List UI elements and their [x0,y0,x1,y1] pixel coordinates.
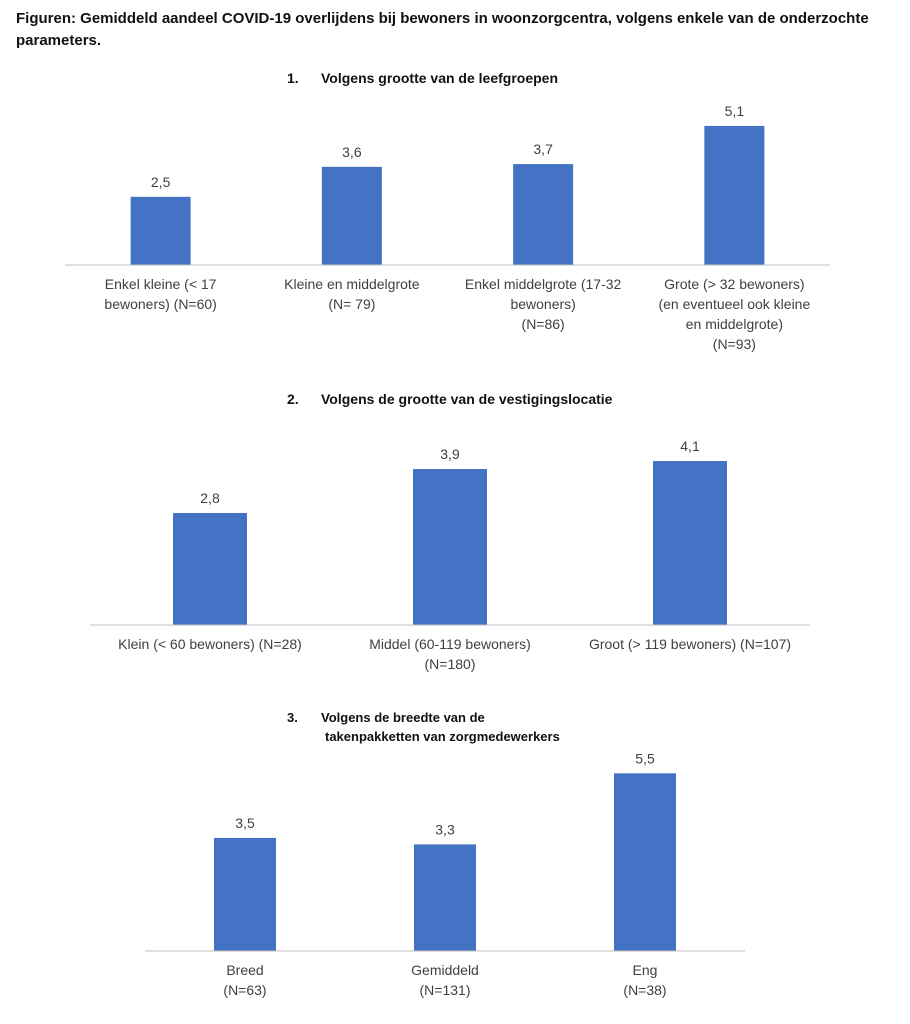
data-label-1: 2,8 [200,490,220,506]
section-2-label: Volgens de grootte van de vestigingslocatie [321,391,613,407]
section-1-number: 1. [287,70,299,86]
category-label-2: Middel (60-119 bewoners) (N=180) [369,636,531,672]
category-label-1: Enkel kleine (< 17 bewoners) (N=60) [104,276,217,312]
bar-2 [413,469,487,625]
data-label-2: 3,3 [435,821,455,838]
section-1-label: Volgens grootte van de leefgroepen [321,70,559,86]
chart-leefgroepen [0,102,910,370]
bar-4 [704,126,764,265]
bar-1 [173,513,247,625]
data-label-2: 3,9 [440,446,460,462]
data-label-3: 5,5 [635,750,655,767]
data-label-1: 2,5 [150,173,171,190]
data-label-3: 4,1 [680,438,700,454]
section-2-number: 2. [287,391,299,407]
section-3-number: 3. [287,710,298,725]
category-label-3: Groot (> 119 bewoners) (N=107) [588,636,792,652]
category-label-2: Kleine en middelgrote (N= 79) [284,276,420,312]
bar-2 [414,844,476,951]
section-3-title [287,708,560,746]
data-label-3: 3,7 [533,141,553,158]
section-2-title [287,391,612,407]
section-3-label-line2: takenpakketten van zorgmedewerkers [325,729,560,744]
chart-vestigingslocatie [0,440,910,690]
figure-title: Figuren: Gemiddeld aandeel COVID-19 overlijdens bij bewoners in woonzorgcentra, volgens enkele van de onderzochte parameters. [16,10,869,49]
data-label-2: 3,6 [342,143,362,160]
category-label-1: Breed (N=63) [223,962,267,998]
category-label-3: Enkel middelgrote (17-32 bewoners) (N=86) [464,276,622,332]
bar-2 [322,167,382,265]
category-label-4: Grote (> 32 bewoners) (en eventueel ook kleine en middelgrote) (N=93) [658,276,811,352]
data-label-1: 3,5 [235,814,255,831]
bar-1 [214,838,276,951]
section-1-title [287,70,558,86]
category-label-2: Gemiddeld (N=131) [411,962,479,998]
category-label-1: Klein (< 60 bewoners) (N=28) [118,636,302,652]
bar-3 [614,773,676,951]
bar-3 [653,461,727,625]
chart-takenpakketten [0,750,910,1020]
category-label-3: Eng (N=38) [623,962,667,998]
data-label-4: 5,1 [724,102,745,119]
bar-3 [513,164,573,265]
bar-1 [131,197,191,265]
section-3-label-line1: Volgens de breedte van de [321,710,485,725]
